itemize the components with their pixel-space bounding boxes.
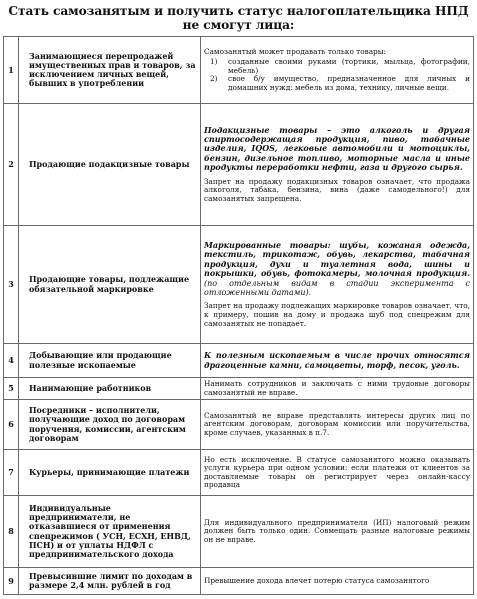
list-item <box>204 75 470 92</box>
row-description <box>201 344 474 378</box>
marked-goods-ban-explanation: Запрет на продажу подлежащих маркировке товаров означает, что, к примеру, пошив на дому и продажа шуб под спецрежим для самозанятых не попадает. <box>204 301 470 328</box>
table-row <box>4 104 474 226</box>
table-row <box>4 400 474 450</box>
row-number: 6 <box>4 400 19 450</box>
document-title: Стать самозанятым и получить статус налогоплательщика НПД не смогут лица: <box>8 4 469 32</box>
row-number: 5 <box>4 378 19 400</box>
list-marker: 2) <box>210 74 218 84</box>
list-item <box>204 58 470 75</box>
row-category: Продающие товары, подлежащие обязательной маркировке <box>19 226 201 344</box>
row-category: Нанимающие работников <box>19 378 201 400</box>
list-item-text: созданные своими руками (тортики, мыльца, фотографии, мебель) <box>228 57 470 75</box>
table-row <box>4 344 474 378</box>
row-description: Превышение дохода влечет потерю статуса самозанятого <box>201 568 474 595</box>
row-category: Добывающие или продающие полезные ископаемые <box>19 344 201 378</box>
row-description: Нанимать сотрудников и заключать с ними трудовые договоры самозанятый не вправе. <box>201 378 474 400</box>
row-description <box>201 226 474 344</box>
row-category: Посредники – исполнители, получающие доход по договорам поручения, комиссии, агентским договорам <box>19 400 201 450</box>
marked-goods-note: (по отдельным видам в стадии эксперимента с отложенными датами). <box>204 278 470 297</box>
table-row <box>4 378 474 400</box>
table-row <box>4 226 474 344</box>
row-category: Курьеры, принимающие платежи <box>19 450 201 496</box>
row-number: 1 <box>4 37 19 104</box>
table-row <box>4 496 474 568</box>
row-number: 3 <box>4 226 19 344</box>
excise-ban-explanation: Запрет на продажу подакцизных товаров означает, что продажа алкоголя, табака, бензина, вина (даже самодельного!) для самозанятых запрещена. <box>204 176 470 203</box>
description-intro: Самозанятый может продавать только товары: <box>204 46 386 56</box>
row-category: Занимающиеся перепродажей имущественных прав и товаров, за исключением личных вещей, бывших в употреблении <box>19 37 201 104</box>
table-row <box>4 37 474 104</box>
row-category: Индивидуальные предприниматели, не отказавшиеся от применения спецрежимов ( УСН, ЕСХН, ЕНВД, ПСН) и от уплаты НДФЛ с предпринимательского дохода <box>19 496 201 568</box>
list-item-text: свое б/у имущество, предназначенное для личных и домашних нужд: мебель из дома, технику, личные вещи. <box>228 74 470 92</box>
row-number: 4 <box>4 344 19 378</box>
allowed-goods-list <box>204 58 470 92</box>
row-category: Превысившие лимит по доходам в размере 2,4 млн. рублей в год <box>19 568 201 595</box>
row-description: Но есть исключение. В статусе самозанятого можно оказывать услуги курьера при одном условии: если платежи от клиентов за доставляемые товары он регистрирует через онлайн-кассу продавца <box>201 450 474 496</box>
restrictions-table <box>3 36 474 595</box>
row-number: 2 <box>4 104 19 226</box>
row-category: Продающие подакцизные товары <box>19 104 201 226</box>
list-marker: 1) <box>210 57 218 67</box>
row-description <box>201 104 474 226</box>
row-description: Самозанятый не вправе представлять интересы других лиц по агентским договорам, договорам комиссии или поручительства, кроме случаев, указанных в п.7. <box>201 400 474 450</box>
row-number: 9 <box>4 568 19 595</box>
row-description: Для индивидуального предпринимателя (ИП) налоговый режим должен быть только один. Совмещать разные налоговые режимы он не вправе. <box>201 496 474 568</box>
excise-goods-definition: Подакцизные товары – это алкоголь и другая спиртосодержащая продукция, пиво, табачные изделия, IQOS, легковые автомобили и мотоциклы, бензин, дизельное топливо, моторные масла и иные продукты переработки нефти, газа и другого сырья. <box>204 124 470 173</box>
row-number: 8 <box>4 496 19 568</box>
row-number: 7 <box>4 450 19 496</box>
marked-goods-definition: Маркированные товары: шубы, кожаная одежда, текстиль, трикотаж, обувь, лекарства, табачная продукция, духи и туалетная вода, шины и покрышки, обувь, фотокамеры, молочная продукция. <box>204 239 470 279</box>
table-row <box>4 568 474 595</box>
row-description <box>201 37 474 104</box>
table-row <box>4 450 474 496</box>
minerals-definition: К полезным ископаемым в числе прочих относятся драгоценные камни, самоцветы, торф, песок, уголь. <box>204 350 470 370</box>
